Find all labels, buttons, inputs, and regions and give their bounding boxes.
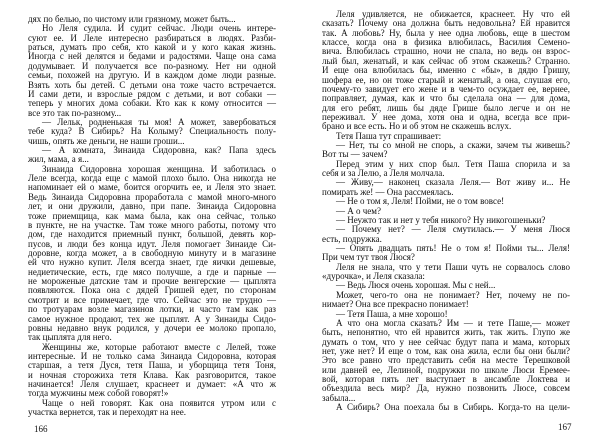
text-line: Чаще о ней говорят. Как она появится утром или с — [42, 397, 276, 408]
text-line: доровне, когда может, а в свободную минуту и в магазине — [28, 247, 276, 258]
text-line: Перед этим у них спор был. Тетя Паша спорила и за — [336, 158, 570, 169]
text-line: ровны недавно внук родился, у дочери ее молоко пропало, — [28, 322, 276, 333]
text-line: — Лельк, родненькая ты моя! А может, завербоваться — [42, 116, 276, 127]
text-line: Леля удивляется, не обижается, краснеет. Ну что ей — [336, 9, 570, 19]
paragraph — [322, 178, 570, 197]
text-line: — Живу,— наконец сказала Леля.— Вот живу и... Не — [336, 177, 570, 188]
text-line: самое нужное продают, тех же цыплят. А у Зинаиды Сидо- — [28, 313, 276, 324]
right-page — [300, 0, 600, 443]
text-line: тебе куда? В Сибирь? На Колыму? Специальность полу- — [28, 126, 276, 137]
text-line: забыла... — [322, 392, 356, 403]
text-line: помирать же! — Она рассмеялась. — [322, 186, 454, 197]
text-line: теперь у многих дома собаки. Кто как к кому относится — — [28, 98, 276, 109]
text-line: — Почему нет? — Леля смутилась.— У меня Люся — [336, 224, 570, 235]
text-line: вой, которая пять лет выступает в ансамбле Локтева и — [322, 374, 570, 385]
text-line: появляются. Пока она с дядей Гришей едет, по сторонам — [28, 285, 276, 296]
text-line: Иногда с ней делятся и бедами и радостями. Чаще она сама — [28, 51, 276, 62]
text-line: переживал. У нее дома, хотя она и одна, всегда все при- — [322, 111, 570, 122]
text-line: — А комната, Зинаида Сидоровна, как? Папа здесь — [42, 145, 276, 156]
text-line: есть, подружка. — [322, 233, 382, 244]
page-number: 167 — [558, 422, 572, 432]
text-line: объездила весь мир? Да, нужно позвонить Люсе, совсем — [322, 383, 570, 394]
text-line: и ночная сторожиха тетя Клава. Как разговорится, такое — [28, 369, 276, 380]
left-page-text — [28, 15, 276, 417]
text-line: нимает? Она все прекрасно понимает! — [322, 299, 469, 310]
text-line: — Нет, ты со мной не спорь, а скажи, зачем ты живешь? — [336, 140, 570, 151]
text-line: Но Леля судила. И судит сейчас. Люди очень интере- — [42, 23, 276, 34]
text-line: тоже приемщица, как мама была, как она сейчас, только — [28, 210, 276, 221]
text-line: для его ребят, лишь бы дяде Грише было легче и он не — [322, 102, 570, 113]
text-line: — А о чем? — [336, 205, 381, 216]
text-line: ей что нужно купит. Леля всегда знает, где яички дешевые, — [28, 257, 276, 268]
text-line: пусов, и люди без конца идут. Леля помогает Зинаиде Си- — [28, 238, 276, 249]
text-line: сказать? Почему она должна быть недовольна? Ей нравится — [322, 18, 570, 29]
paragraph — [322, 319, 570, 403]
text-line: чишь, опять же деньги, не наши гроши... — [28, 135, 185, 146]
text-line: в пункте, не на участке. Там тоже много работы, потому что — [28, 219, 276, 230]
text-line: Ведь Зинаида Сидоровна проработала с мамой много-много — [28, 191, 276, 202]
paragraph — [322, 10, 570, 132]
text-line: участка вернется, так и переходят на нее. — [28, 407, 186, 418]
paragraph — [322, 141, 570, 160]
text-line: — Тетя Паша, а мне хорошо! — [336, 308, 448, 319]
text-line: начинается! Леля слушает, краснеет и думает: «А что ж — [28, 379, 276, 390]
text-line: Взять хоть бы детей. С детьми она тоже часто встречается. — [28, 79, 276, 90]
text-line: додумывает. И получается все по-разному. Нет ни одной — [28, 60, 276, 71]
text-line: суют ее. И Леле интересно разбираться в людях. Разби- — [28, 32, 276, 43]
text-line: «дурочка», и Леля сказала: — [322, 271, 425, 282]
paragraph — [322, 160, 570, 179]
text-line: интересные. И не только сама Зинаида Сидоровна, которая — [28, 350, 276, 361]
paragraph — [322, 225, 570, 244]
text-line: жил, мама, а я... — [28, 154, 89, 165]
text-line: Вот ты — зачем? — [322, 149, 388, 160]
text-line: И еще она влюбилась бы, именно с «бы», в дядю Гришу, — [322, 65, 570, 76]
text-line: А что она могла сказать? Им — и тете Паше,— может — [336, 317, 570, 328]
paragraph — [28, 118, 276, 146]
text-line: себя и за Лелю, а Леля молчала. — [322, 168, 445, 179]
text-line: так цыплята для него. — [28, 332, 112, 343]
text-line: Может, чего-то она не понимает? Нет, почему не по- — [336, 289, 570, 300]
right-page-text — [322, 10, 570, 412]
paragraph — [28, 165, 276, 343]
text-line: лет, и они дружили, давно, при папе. Зинаида Сидоровна — [28, 201, 276, 212]
text-line: брано и все есть. Но и об этом не скажешь вслух. — [322, 121, 512, 132]
text-line: И сами дети, и взрослые рядом с детьми, и вот собаки — — [28, 88, 276, 99]
paragraph — [28, 399, 276, 418]
text-line: поправляет, думая, как и что бы сделала она — для дома, — [322, 93, 570, 104]
text-line: дях по белью, по чистому или грязному, может быть... — [28, 14, 236, 24]
text-line: Тетя Паша тут спрашивает: — [336, 130, 442, 141]
paragraph — [28, 146, 276, 165]
text-line: не мороженые датские там и прочие венгерские — цыплята — [28, 276, 276, 287]
text-line: А Сибирь? Она поехала бы в Сибирь. Когда-то на цели- — [336, 402, 570, 413]
text-line: — Не о том я, Леля! Пойми, не о том вовсе! — [336, 196, 505, 207]
text-line: Зинаида Сидоровна хорошая женщина. И заботилась о — [42, 163, 276, 174]
text-line: почему-то завидует его жене и в чем-то осуждает ее, вернее, — [322, 83, 570, 94]
text-line: Леля не знала, что у тети Паши чуть не сорвалось слово — [336, 261, 570, 272]
text-line: вича. Влюбилась страшно, ночи не спала, но ведь он взрос- — [322, 46, 570, 57]
paragraph — [28, 343, 276, 399]
text-line: тогда мужчины меж собой говорят!» — [28, 388, 169, 399]
text-line: Это все равно что представить себя на месте Терешковой — [322, 355, 570, 366]
text-line: раться, думать про себя, кто какой и у кого какая жизнь. — [28, 42, 276, 53]
paragraph — [322, 291, 570, 310]
text-line: нет, уже нет? И еще о том, как она жила, если бы они были? — [322, 345, 570, 356]
text-line: лый был, женатый, и как сейчас об этом скажешь? Странно. — [322, 55, 570, 66]
text-line: Леле всегда, когда еще с мамой плохо было. Она никогда не — [28, 173, 276, 184]
paragraph — [322, 403, 570, 412]
text-line: семьи, похожей на другую. И в каждом доме люди разные. — [28, 70, 276, 81]
text-line: недиетические, есть, где мясо получше, а где и парные — — [28, 266, 276, 277]
text-line: быть, непонятно, что ей нравится жить, так жить. Глупо же — [322, 327, 570, 338]
text-line: так. А любовь? Ну, была у нее одна любовь, еще в шестом — [322, 27, 570, 38]
paragraph — [322, 244, 570, 263]
text-line: по тротуарам возле магазинов лотки, и часто там как раз — [28, 304, 276, 315]
page-number: 166 — [34, 424, 48, 434]
text-line: — Неужто так и нет у тебя никого? Ну никогошеньки? — [336, 214, 546, 225]
text-line: — Ведь Люся очень хорошая. Мы с ней... — [336, 280, 496, 291]
text-line: смотрит и все примечает, где что. Сейчас это не трудно — — [28, 294, 276, 305]
text-line: — Опять двадцать пять! Не о том я! Пойми ты... Леля! — [336, 242, 570, 253]
text-line: напоминает ей о маме, боится огорчить ее, и Леля это знает. — [28, 182, 276, 193]
text-line: При чем тут твоя Люся? — [322, 252, 415, 263]
text-line: думать о том, что у нее сейчас будут папа и мама, которых — [322, 336, 570, 347]
paragraph — [28, 24, 276, 118]
text-line: Женщины же, которые работают вместе с Лелей, тоже — [42, 341, 276, 352]
text-line: или давней ее, Лелиной, подружки по школе Люси Еремее- — [322, 364, 570, 375]
paragraph — [322, 263, 570, 282]
text-line: все это так по-разному... — [28, 107, 122, 118]
text-line: классе, когда она в физика влюбилась, Василия Семено- — [322, 37, 570, 48]
text-line: шофера ее, но он тоже старый и женатый, а она, слушая его, — [322, 74, 570, 85]
text-line: дом, где находится приемный пункт, большой, девять кор- — [28, 229, 276, 240]
text-line: старшая, а тетя Дуся, тетя Паша, и уборщица тетя Тоня, — [28, 360, 276, 371]
